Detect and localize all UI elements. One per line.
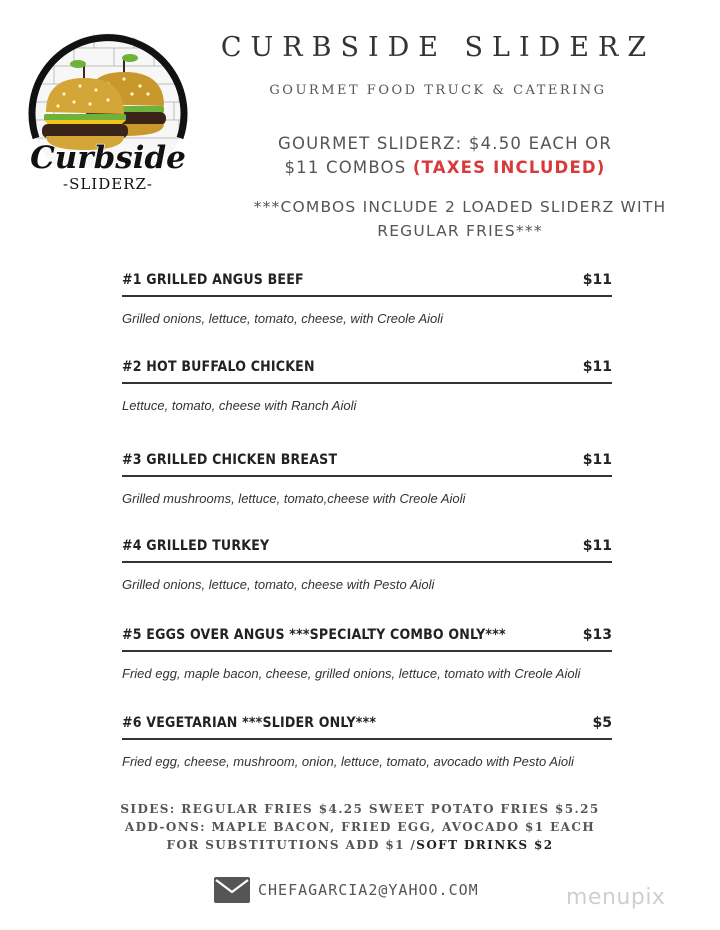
menu-item-name: #1 GRILLED ANGUS BEEF <box>122 272 304 288</box>
pricing-info <box>220 132 670 180</box>
menu-item-description: Grilled mushrooms, lettuce, tomato,cheese with Creole Aioli <box>122 491 466 506</box>
menu-item-description: Grilled onions, lettuce, tomato, cheese, with Creole Aioli <box>122 311 444 326</box>
menu-item <box>122 359 612 413</box>
menu-item-price: $11 <box>582 538 612 554</box>
menu-item-description: Grilled onions, lettuce, tomato, cheese with Pesto Aioli <box>122 577 435 592</box>
curbside-sliderz-logo <box>24 28 192 198</box>
menu-item-header <box>122 359 612 384</box>
page-subtitle: GOURMET FOOD TRUCK & CATERING <box>269 83 607 98</box>
menu-item-header <box>122 452 612 477</box>
email-address[interactable]: CHEFAGARCIA2@YAHOO.COM <box>258 881 479 899</box>
substitutions-line <box>100 836 620 854</box>
menu-item-header <box>122 715 612 740</box>
envelope-icon <box>214 877 250 903</box>
menu-item-price: $11 <box>582 359 612 375</box>
menupix-watermark: menupix <box>566 885 666 910</box>
menu-item <box>122 452 612 506</box>
menu-item-price: $11 <box>582 272 612 288</box>
combo-note-line-2: REGULAR FRIES*** <box>377 222 543 240</box>
menu-item <box>122 627 612 681</box>
addons-line: ADD-ONS: MAPLE BACON, FRIED EGG, AVOCADO $1 EACH <box>124 820 596 834</box>
menu-item <box>122 715 612 769</box>
menu-item-name: #2 HOT BUFFALO CHICKEN <box>122 359 315 375</box>
logo-sub-text: -SLIDERZ- <box>63 175 153 193</box>
contact-email[interactable] <box>214 877 479 903</box>
menu-item-price: $5 <box>592 715 612 731</box>
combo-note <box>230 195 690 243</box>
menu-item-header <box>122 627 612 652</box>
menu-item-description: Fried egg, cheese, mushroom, onion, lettuce, tomato, avocado with Pesto Aioli <box>122 754 574 769</box>
menu-item <box>122 538 612 592</box>
sides-line: SIDES: REGULAR FRIES $4.25 SWEET POTATO FRIES $5.25 <box>120 802 600 816</box>
menu-item-name: #5 EGGS OVER ANGUS ***SPECIALTY COMBO ONLY*** <box>122 627 506 643</box>
menu-item-description: Lettuce, tomato, cheese with Ranch Aioli <box>122 398 357 413</box>
taxes-included-text: (TAXES INCLUDED) <box>412 158 606 177</box>
menu-item-description: Fried egg, maple bacon, cheese, grilled onions, lettuce, tomato with Creole Aioli <box>122 666 581 681</box>
menu-item-price: $11 <box>582 452 612 468</box>
menu-item-header <box>122 272 612 297</box>
combo-note-line-1: ***COMBOS INCLUDE 2 LOADED SLIDERZ WITH <box>253 198 667 216</box>
sides-and-addons <box>100 800 620 854</box>
menu-item-name: #6 VEGETARIAN ***SLIDER ONLY*** <box>122 715 377 731</box>
menu-item-price: $13 <box>582 627 612 643</box>
logo-script-text: Curbside <box>30 140 186 176</box>
pricing-line-2 <box>220 156 670 180</box>
substitutions-text: FOR SUBSTITUTIONS ADD $1 / <box>166 838 417 852</box>
menu-item-name: #4 GRILLED TURKEY <box>122 538 270 554</box>
menu-item <box>122 272 612 326</box>
page-title: CURBSIDE SLIDERZ <box>220 32 656 63</box>
burger-logo-icon <box>24 28 192 198</box>
soft-drinks-text: SOFT DRINKS $2 <box>416 838 554 852</box>
menu-item-header <box>122 538 612 563</box>
menu-item-name: #3 GRILLED CHICKEN BREAST <box>122 452 338 468</box>
pricing-line-1: GOURMET SLIDERZ: $4.50 EACH OR <box>277 134 613 153</box>
pricing-combos-text: $11 COMBOS <box>284 158 413 177</box>
